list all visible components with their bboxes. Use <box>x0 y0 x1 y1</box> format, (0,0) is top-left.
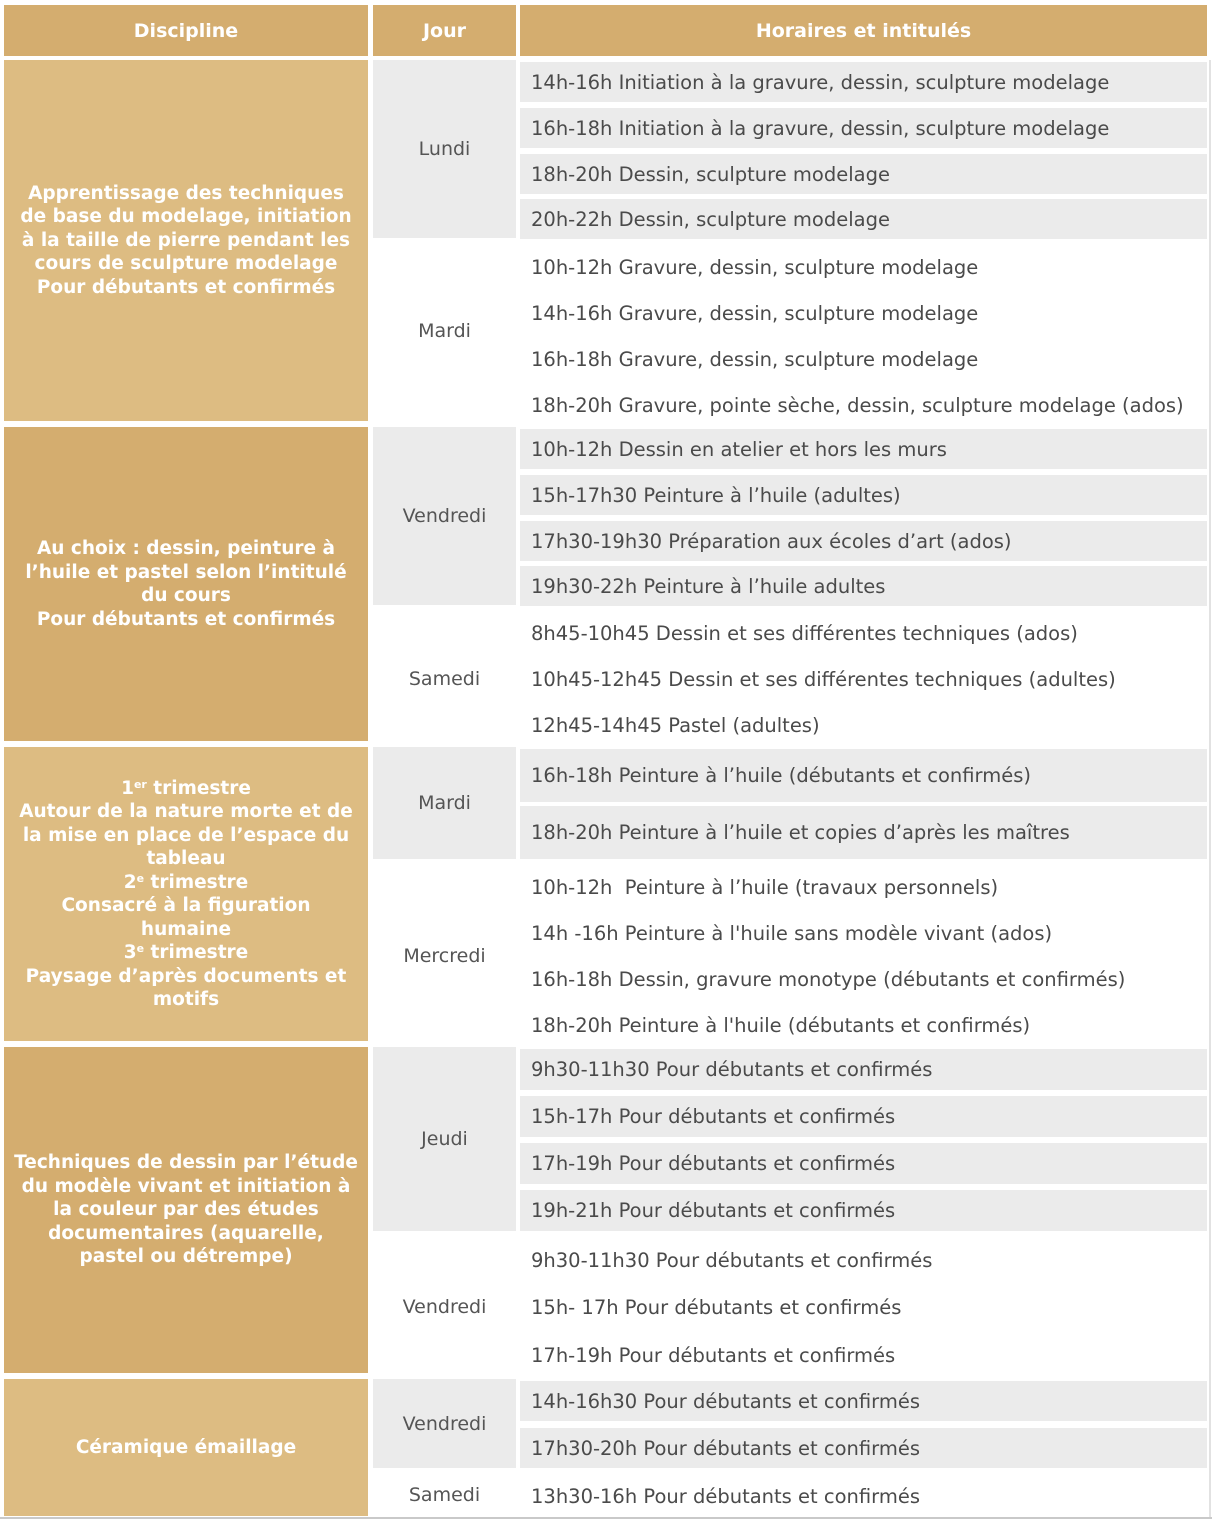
schedule-row: 17h-19h Pour débutants et confirmés <box>520 1143 1207 1184</box>
trimester-1-title: 1er trimestre <box>121 777 251 799</box>
schedule-row: 18h-20h Gravure, pointe sèche, dessin, sculpture modelage (ados) <box>531 393 1184 417</box>
day-cell: Jeudi <box>373 1047 516 1231</box>
schedule-row: 16h-18h Dessin, gravure monotype (débutants et confirmés) <box>531 967 1126 991</box>
table-right-border <box>1209 60 1211 1518</box>
trimester-1-desc: Autour de la nature morte et de la mise en place de l’espace du tableau <box>19 801 353 869</box>
discipline-cell: Apprentissage des techniques de base du modelage, initiation à la taille de pierre pendant les cours de sculpture modelage Pour débutants et confirmés <box>4 60 368 421</box>
schedule-row: 10h-12h Peinture à l’huile (travaux personnels) <box>531 875 999 899</box>
schedule-row: 14h-16h30 Pour débutants et confirmés <box>520 1381 1207 1421</box>
schedule-row: 9h30-11h30 Pour débutants et confirmés <box>520 1049 1207 1090</box>
schedule-row: 16h-18h Peinture à l’huile (débutants et confirmés) <box>520 749 1207 802</box>
schedule-row: 15h-17h30 Peinture à l’huile (adultes) <box>520 475 1207 515</box>
trimester-3-desc: Paysage d’après documents et motifs <box>25 965 347 1010</box>
schedule-row: 17h30-20h Pour débutants et confirmés <box>520 1428 1207 1468</box>
schedule-row: 9h30-11h30 Pour débutants et confirmés <box>531 1248 933 1272</box>
day-cell: Mardi <box>373 747 516 859</box>
schedule-row: 17h-19h Pour débutants et confirmés <box>531 1343 896 1367</box>
day-cell: Vendredi <box>373 1379 516 1468</box>
schedule-row: 16h-18h Initiation à la gravure, dessin, sculpture modelage <box>520 108 1207 148</box>
discipline-cell: Céramique émaillage <box>4 1379 368 1516</box>
day-cell: Samedi <box>408 1484 481 1506</box>
table-bottom-border <box>0 1517 1212 1519</box>
day-cell: Vendredi <box>402 1296 487 1318</box>
schedule-row: 13h30-16h Pour débutants et confirmés <box>531 1484 920 1508</box>
schedule-row: 14h-16h Gravure, dessin, sculpture modelage <box>531 301 979 325</box>
schedule-row: 14h-16h Initiation à la gravure, dessin, sculpture modelage <box>520 62 1207 102</box>
schedule-row: 20h-22h Dessin, sculpture modelage <box>520 199 1207 239</box>
schedule-row: 10h-12h Gravure, dessin, sculpture modelage <box>531 255 979 279</box>
header-discipline: Discipline <box>4 5 368 56</box>
schedule-row: 19h30-22h Peinture à l’huile adultes <box>520 566 1207 606</box>
schedule-row: 15h- 17h Pour débutants et confirmés <box>531 1295 902 1319</box>
discipline-cell: Techniques de dessin par l’étude du modèle vivant et initiation à la couleur par des études documentaires (aquarelle, pastel ou détrempe) <box>4 1047 368 1373</box>
schedule-row: 8h45-10h45 Dessin et ses différentes techniques (ados) <box>531 621 1078 645</box>
schedule-row: 14h -16h Peinture à l'huile sans modèle vivant (ados) <box>531 921 1053 945</box>
trimester-2-desc: Consacré à la figuration humaine <box>61 895 311 940</box>
day-cell: Mercredi <box>403 945 486 967</box>
day-cell: Lundi <box>373 60 516 238</box>
schedule-row: 10h45-12h45 Dessin et ses différentes techniques (adultes) <box>531 667 1116 691</box>
header-jour: Jour <box>373 5 516 56</box>
header-horaires: Horaires et intitulés <box>520 5 1207 56</box>
trimester-3-title: 3e trimestre <box>123 942 249 963</box>
day-cell: Samedi <box>408 668 481 690</box>
schedule-row: 18h-20h Dessin, sculpture modelage <box>520 154 1207 194</box>
schedule-row: 12h45-14h45 Pastel (adultes) <box>531 713 820 737</box>
schedule-row: 18h-20h Peinture à l’huile et copies d’après les maîtres <box>520 806 1207 859</box>
day-cell: Vendredi <box>373 427 516 605</box>
schedule-row: 19h-21h Pour débutants et confirmés <box>520 1190 1207 1231</box>
schedule-row: 18h-20h Peinture à l'huile (débutants et confirmés) <box>531 1013 1031 1037</box>
schedule-row: 10h-12h Dessin en atelier et hors les murs <box>520 429 1207 469</box>
schedule-row: 15h-17h Pour débutants et confirmés <box>520 1096 1207 1137</box>
day-cell: Mardi <box>418 320 471 342</box>
schedule-row: 16h-18h Gravure, dessin, sculpture modelage <box>531 347 979 371</box>
trimester-2-title: 2e trimestre <box>123 871 249 893</box>
schedule-row: 17h30-19h30 Préparation aux écoles d’art (ados) <box>520 521 1207 561</box>
discipline-cell: Au choix : dessin, peinture à l’huile et pastel selon l’intitulé du cours Pour débutants et confirmés <box>4 427 368 741</box>
discipline-cell <box>4 747 368 1041</box>
